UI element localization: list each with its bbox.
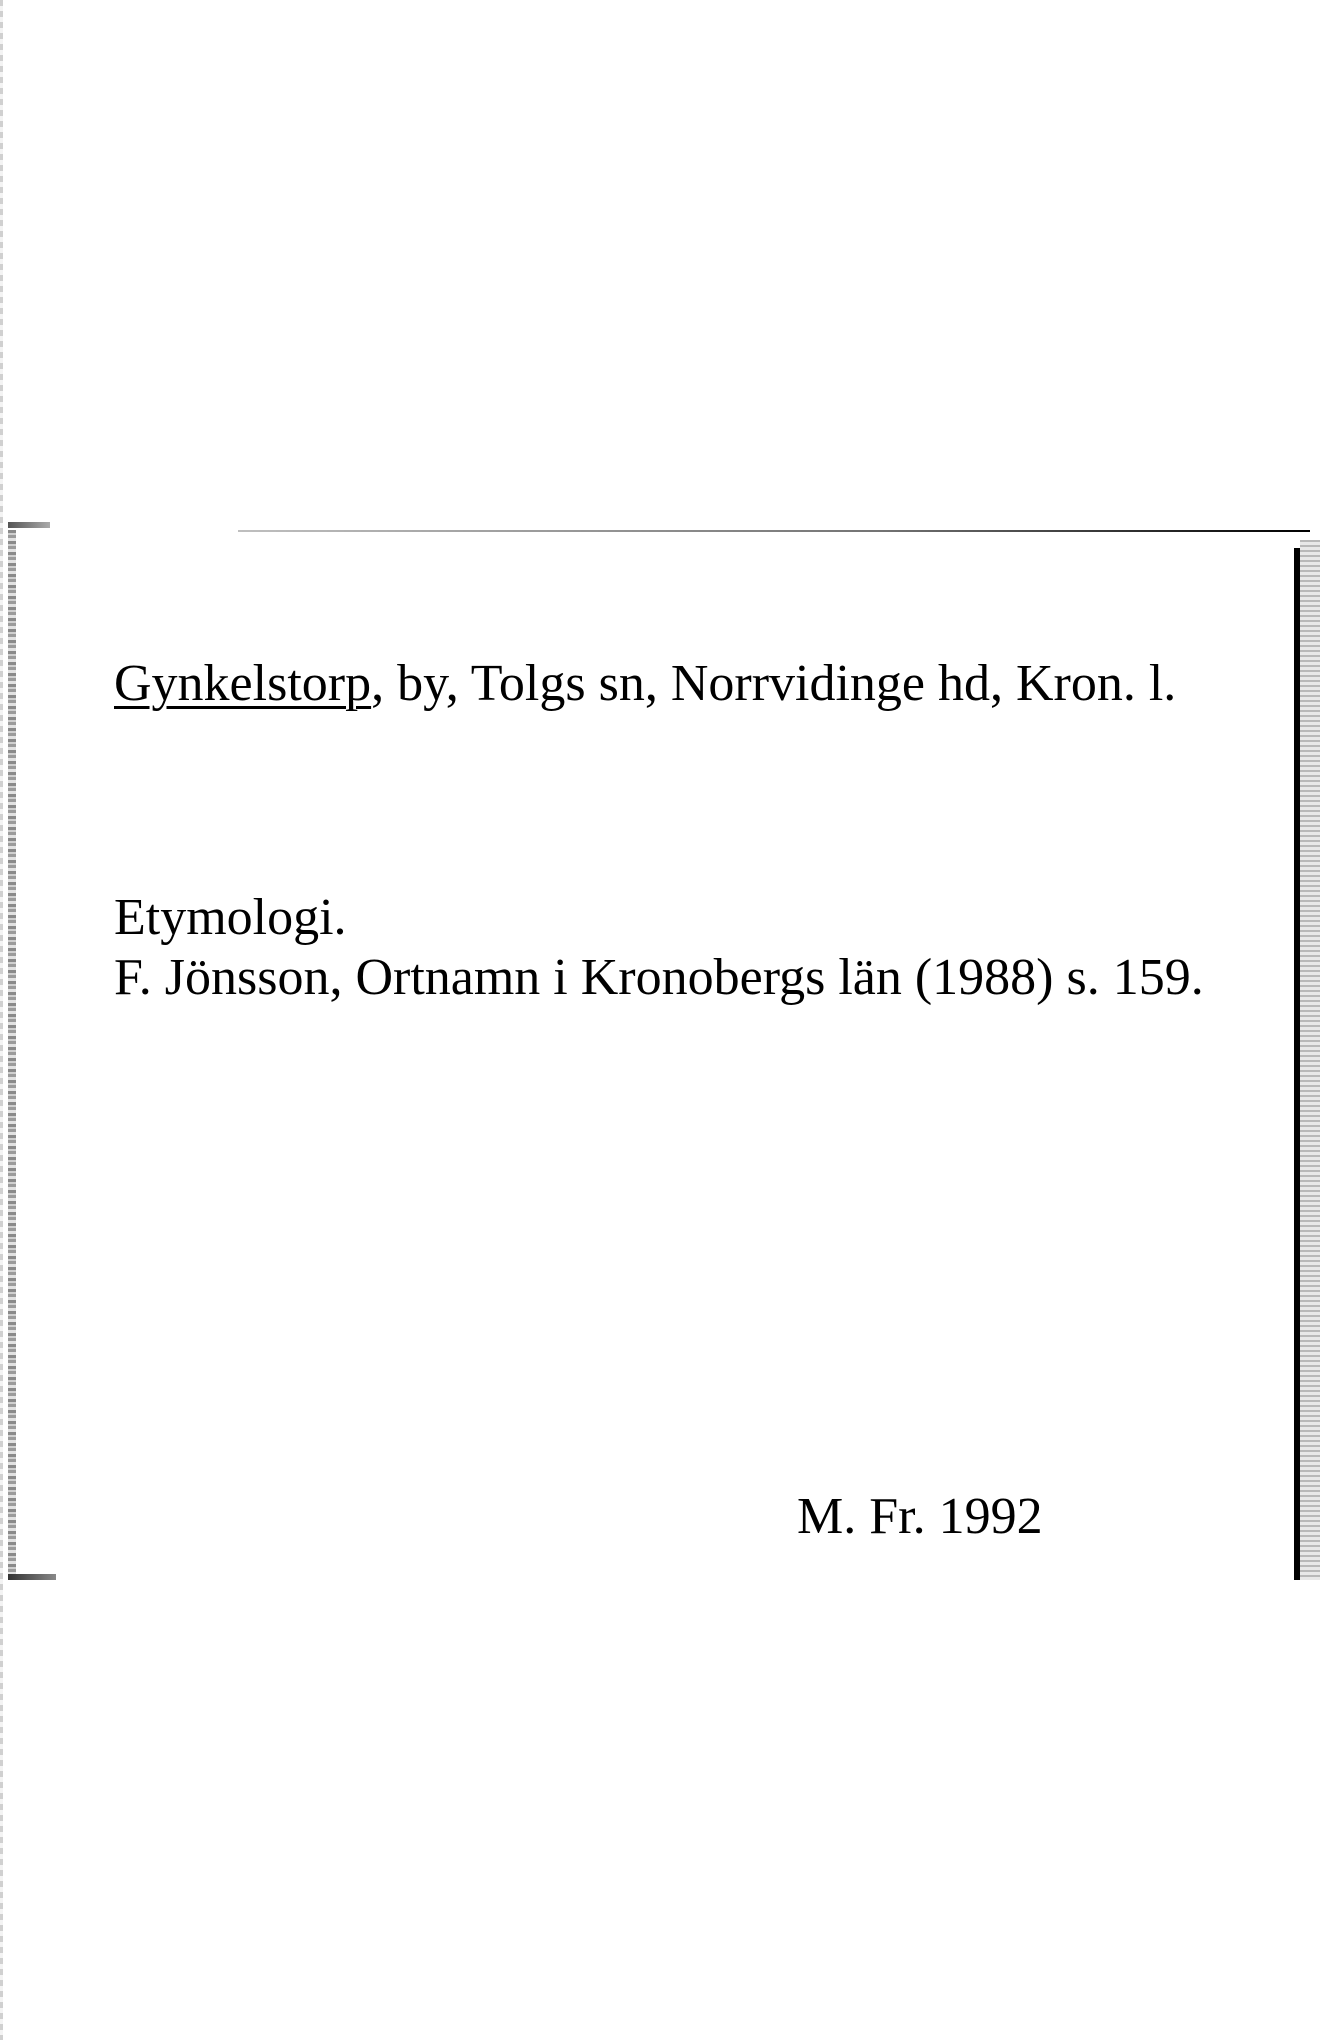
card-top-border [238,530,1310,532]
scan-edge [0,0,3,2040]
place-description: , by, Tolgs sn, Norrvidinge hd, Kron. l. [371,655,1177,712]
etymology-label: Etymologi. [114,889,347,946]
card-right-shadow [1300,540,1320,1580]
card-heading [114,654,1176,714]
card-corner-top-left [8,522,50,528]
source-reference: F. Jönsson, Ortnamn i Kronobergs län (1988) s. 159. [114,949,1204,1006]
card-left-border [8,530,16,1580]
place-name: Gynkelstorp [114,655,372,712]
index-card [8,530,1310,1580]
card-corner-bottom-left [8,1574,56,1580]
signature: M. Fr. 1992 [797,1488,1043,1545]
